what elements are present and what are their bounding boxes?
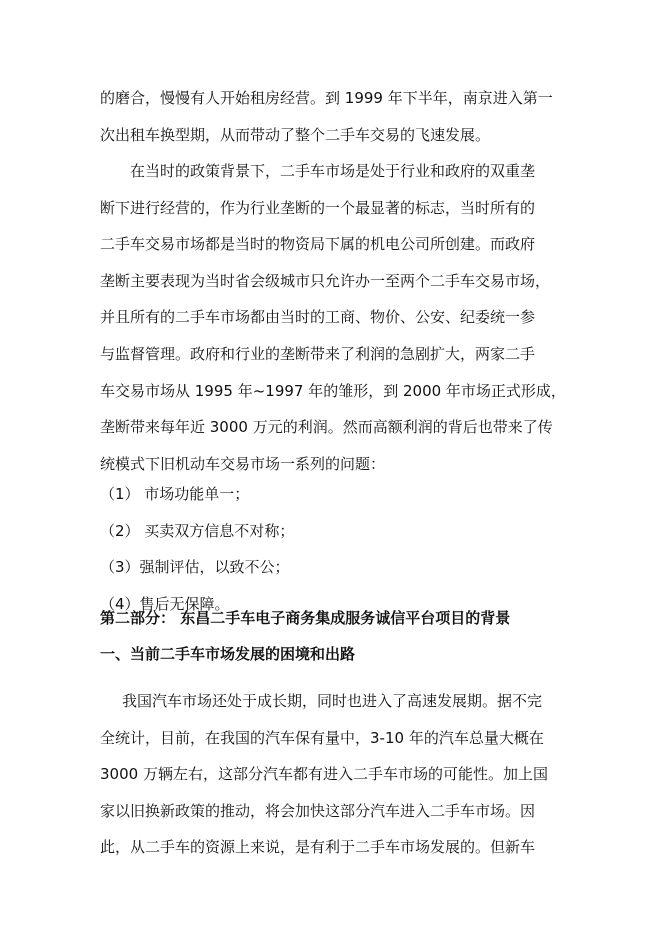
heading-line: 一、当前二手车市场发展的困境和出路	[100, 645, 356, 663]
text-line: 全统计，目前，在我国的汽车保有量中，3-10 年的汽车总量大概在	[100, 728, 544, 747]
list-item: （4）售后无保障。	[100, 594, 230, 613]
text-line: 统模式下旧机动车交易市场一系列的问题：	[100, 454, 386, 473]
text-line: 二手车交易市场都是当时的物资局下属的机电公司所创建。而政府	[100, 235, 536, 254]
text-line: 垄断带来每年近 3000 万元的利润。然而高额利润的背后也带来了传	[100, 418, 553, 437]
paragraph-opening	[100, 80, 570, 153]
heading-line: 第二部分： 东昌二手车电子商务集成服务诚信平台项目的背景	[100, 609, 511, 627]
text-line: 我国汽车市场还处于成长期，同时也进入了高速发展期。据不完	[122, 692, 543, 710]
text-line: 并且所有的二手车市场都由当时的工商、物价、公安、纪委统一参	[100, 308, 536, 327]
text-line: 次出租车换型期，从而带动了整个二手车交易的飞速发展。	[100, 125, 491, 144]
section-heading-part-two	[100, 600, 570, 637]
text-line: 断下进行经营的，作为行业垄断的一个最显著的标志，当时所有的	[100, 198, 536, 217]
text-line: 此，从二手车的资源上来说，是有利于二手车市场发展的。但新车	[100, 838, 536, 857]
text-line: 车交易市场从 1995 年~1997 年的雏形，到 2000 年市场正式形成，	[100, 381, 566, 400]
list-item: （1） 市场功能单一；	[100, 485, 250, 503]
text-line: 3000 万辆左右，这部分汽车都有进入二手车市场的可能性。加上国	[100, 765, 548, 784]
subsection-heading-market-dilemma	[100, 636, 570, 673]
text-line: 在当时的政策背景下，二手车市场是处于行业和政府的双重垄	[130, 162, 536, 180]
text-line: 垄断主要表现为当时省会级城市只允许办一至两个二手车交易市场，	[100, 271, 551, 290]
list-item: （2） 买卖双方信息不对称；	[100, 521, 295, 540]
list-item: （3）强制评估，以致不公；	[100, 558, 290, 577]
paragraph-policy-background	[100, 153, 570, 482]
text-line: 的磨合，慢慢有人开始租房经营。到 1999 年下半年，南京进入第一	[100, 89, 553, 107]
text-line: 与监督管理。政府和行业的垄断带来了利润的急剧扩大，两家二手	[100, 344, 536, 363]
text-line: 家以旧换新政策的推动，将会加快这部分汽车进入二手车市场。因	[100, 801, 536, 820]
paragraph-market-status	[100, 683, 570, 866]
